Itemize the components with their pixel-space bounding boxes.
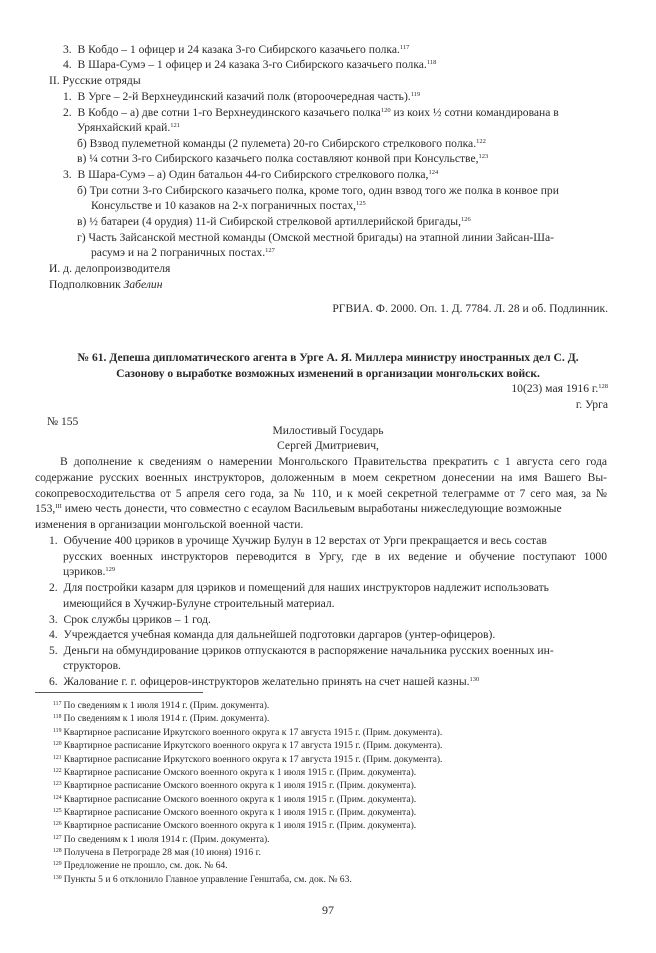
footnote-ref: 121 — [170, 122, 181, 129]
footnote-text: Предложение не прошло, см. док. № 64. — [63, 860, 228, 871]
paragraph-line: сокопревосходительства от 5 апреля сего года, за № 110, и к моей секретной телеграмме от 7 сего мая, за № — [35, 487, 607, 500]
footnote — [53, 766, 416, 779]
footnote-number: 123 — [53, 781, 62, 787]
paragraph-text: имею честь донести, что совместно с есаулом Васильевым выработаны нижеследующие возможные — [61, 502, 562, 515]
item-number: 6. — [49, 675, 58, 688]
footnote — [53, 726, 442, 739]
item-text: б) Три сотни 3-го Сибирского казачьего полка, кроме того, один взвод того же полка в конвое при — [77, 184, 559, 197]
item-text: б) Взвод пулеметной команды (2 пулемета) 20-го Сибирского стрелкового полка. — [77, 137, 477, 150]
signature-rank: Подполковник — [49, 278, 124, 291]
paragraph-line: содержание русских военных инструкторов, доложенным в моем секретном донесении на имя Вашего Вы- — [35, 471, 607, 484]
footnote-ref: 125 — [356, 200, 366, 207]
signature — [49, 277, 162, 292]
paragraph-line: изменения в организации монгольской военной части. — [35, 518, 304, 531]
item-text: В Кобдо – 1 офицер и 24 казака 3-го Сибирского казачьего полка. — [77, 43, 400, 56]
footnote-text: Квартирное расписание Иркутского военного округа к 17 августа 1915 г. (Прим. документа). — [63, 740, 443, 751]
footnote — [53, 833, 270, 846]
list-item-continuation — [77, 120, 180, 135]
footnote-number: 120 — [53, 741, 62, 747]
sub-item-continuation — [91, 245, 275, 260]
footnote — [53, 873, 352, 886]
sub-item — [77, 151, 488, 166]
footnote-ref: 120 — [380, 107, 391, 114]
footnote-text: По сведениям к 1 июля 1914 г. (Прим. документа). — [63, 713, 270, 724]
footnote-text: Квартирное расписание Омского военного округа к 1 июля 1915 г. (Прим. документа). — [63, 807, 417, 818]
item-text: В Шара-Сумэ – а) Один батальон 44-го Сибирского стрелкового полка, — [77, 168, 429, 181]
item-text: Учреждается учебная команда для дальнейшей подготовки даргаров (унтер-офицеров). — [63, 628, 496, 641]
footnote-number: 128 — [53, 848, 62, 854]
footnote-number: 118 — [53, 714, 62, 720]
list-item — [63, 57, 436, 72]
archive-reference: РГВИА. Ф. 2000. Оп. 1. Д. 7784. Л. 28 и об. Подлинник. — [332, 302, 608, 315]
sub-item — [77, 214, 471, 229]
paragraph-text: 153, — [35, 502, 56, 515]
footnote-ref: 127 — [265, 247, 275, 254]
footnote — [53, 793, 416, 806]
document-title-line-1: № 61. Депеша дипломатического агента в Урге А. Я. Миллера министру иностранных дел С. Д. — [77, 351, 579, 364]
list-item-continuation: структоров. — [63, 659, 121, 672]
item-text: Консульстве и 10 казаков на 2-х пограничных постах, — [91, 199, 357, 212]
item-text: расумэ и на 2 пограничных постах. — [91, 246, 266, 259]
item-number: 4. — [63, 58, 72, 71]
item-number: 1. — [63, 90, 72, 103]
list-item — [63, 105, 559, 120]
salutation-line-1: Милостивый Государь — [272, 424, 384, 437]
item-text: В Шара-Сумэ – 1 офицер и 24 казака 3-го Сибирского казачьего полка. — [77, 58, 427, 71]
document-date — [300, 381, 608, 396]
list-item — [49, 580, 549, 595]
list-item — [49, 533, 547, 548]
footnote-ref: 124 — [428, 169, 439, 176]
list-item-continuation: русских военных инструкторов переводится в Ургу, где в их ведение и обучение поступают 1000 — [63, 550, 607, 563]
footnote-text: Пункты 5 и 6 отклонило Главное управление Генштаба, см. док. № 63. — [63, 874, 352, 885]
item-text: Срок службы цэриков – 1 год. — [63, 613, 211, 626]
footnote-number: 124 — [53, 795, 62, 801]
paragraph-line: В дополнение к сведениям о намерении Монгольского Правительства прекратить с 1 августа сего года — [60, 455, 607, 468]
footnote-text: По сведениям к 1 июля 1914 г. (Прим. документа). — [63, 834, 270, 845]
page-number: 97 — [322, 903, 334, 917]
item-text: Обучение 400 цэриков в урочище Хучжир Булун в 12 верстах от Урги прекращается и весь состав — [63, 534, 547, 547]
footnote-text: Квартирное расписание Иркутского военного округа к 17 августа 1915 г. (Прим. документа). — [63, 727, 443, 738]
paragraph-line — [35, 501, 607, 516]
list-item — [49, 612, 211, 627]
footnote-ref: 123 — [478, 153, 489, 160]
footnote-ref: 130 — [469, 676, 480, 683]
footnote-text: Получена в Петрограде 28 мая (10 июня) 1916 г. — [63, 847, 261, 858]
sub-item-continuation — [91, 198, 366, 213]
signature-role: И. д. делопроизводителя — [49, 262, 171, 275]
item-text: В Урге – 2-й Верхнеудинский казачий полк (второочередная часть). — [77, 90, 411, 103]
footnote — [53, 753, 442, 766]
footnote-ref: 118 — [426, 59, 437, 66]
list-item-continuation — [63, 564, 115, 579]
footnote — [53, 806, 416, 819]
footnote-ref: 129 — [105, 566, 116, 573]
section-heading: II. Русские отряды — [49, 74, 141, 87]
footnote-number: 119 — [53, 728, 62, 734]
footnote-number: 130 — [53, 875, 62, 881]
footnote — [53, 846, 261, 859]
footnote-number: 121 — [53, 755, 62, 761]
footnote-text: Квартирное расписание Иркутского военного округа к 17 августа 1915 г. (Прим. документа). — [63, 754, 443, 765]
footnote-number: 125 — [53, 808, 62, 814]
footnote — [53, 859, 228, 872]
footnote-ref: 126 — [460, 216, 471, 223]
list-item — [49, 627, 495, 642]
item-number: 2. — [63, 106, 72, 119]
item-number: 5. — [49, 644, 58, 657]
footnote-number: 127 — [53, 835, 62, 841]
item-number: 3. — [63, 43, 72, 56]
document-place: г. Урга — [575, 398, 608, 411]
list-item-continuation: имеющийся в Хучжир-Булуне строительный материал. — [63, 597, 335, 610]
footnote-ref: 117 — [399, 44, 410, 51]
item-text: г) Часть Зайсанской местной команды (Омской местной бригады) на этапной линии Зайсан-Ша- — [77, 231, 554, 244]
item-text: В Кобдо – а) две сотни 1-го Верхнеудинского казачьего полка — [77, 106, 381, 119]
document-title-line-2: Сазонову о выработке возможных изменений в организации монгольских войск. — [116, 367, 540, 380]
date-text: 10(23) мая 1916 г. — [511, 382, 599, 395]
item-number: 3. — [49, 613, 58, 626]
footnote-ref: III — [55, 503, 62, 510]
footnote — [53, 699, 269, 712]
item-text: из коих ½ сотни командирована в — [390, 106, 559, 119]
footnote-text: По сведениям к 1 июля 1914 г. (Прим. документа). — [63, 700, 270, 711]
item-text: Для постройки казарм для цэриков и помещений для наших инструкторов надлежит использовать — [63, 581, 549, 594]
list-item — [49, 643, 554, 658]
footnote-text: Квартирное расписание Омского военного округа к 1 июля 1915 г. (Прим. документа). — [63, 820, 417, 831]
footnote — [53, 819, 416, 832]
footnote-divider — [35, 692, 203, 693]
item-number: 1. — [49, 534, 58, 547]
footnote — [53, 712, 269, 725]
item-number: 3. — [63, 168, 72, 181]
footnote-number: 117 — [53, 701, 62, 707]
footnote-text: Квартирное расписание Омского военного округа к 1 июля 1915 г. (Прим. документа). — [63, 767, 417, 778]
footnote-number: 122 — [53, 768, 62, 774]
item-text: цэриков. — [63, 565, 106, 578]
footnote — [53, 779, 416, 792]
sub-item — [77, 230, 554, 245]
list-item — [49, 674, 479, 689]
item-number: 4. — [49, 628, 58, 641]
document-number: № 155 — [47, 415, 79, 428]
footnote-ref: 119 — [410, 91, 421, 98]
list-item — [63, 89, 420, 104]
footnote-number: 129 — [53, 861, 62, 867]
sub-item — [77, 136, 486, 151]
footnote-text: Квартирное расписание Омского военного округа к 1 июля 1915 г. (Прим. документа). — [63, 794, 417, 805]
item-text: Деньги на обмундирование цэриков отпускаются в распоряжение начальника русских военных ин- — [63, 644, 554, 657]
footnote — [53, 739, 442, 752]
list-item — [63, 167, 438, 182]
item-text: в) ½ батареи (4 орудия) 11-й Сибирской стрелковой артиллерийской бригады, — [77, 215, 461, 228]
list-item — [63, 42, 409, 57]
footnote-ref: 122 — [476, 138, 486, 145]
item-number: 2. — [49, 581, 58, 594]
footnote-ref: 128 — [598, 383, 608, 390]
item-text: Урянхайский край. — [77, 121, 171, 134]
signature-name: Забелин — [123, 278, 163, 291]
item-text: Жалование г. г. офицеров-инструкторов желательно принять на счет нашей казны. — [63, 675, 470, 688]
item-text: в) ¼ сотни 3-го Сибирского казачьего полка составляют конвой при Консульстве, — [77, 152, 479, 165]
salutation-line-2: Сергей Дмитриевич, — [277, 439, 379, 452]
footnote-number: 126 — [53, 821, 62, 827]
footnote-text: Квартирное расписание Омского военного округа к 1 июля 1915 г. (Прим. документа). — [63, 780, 417, 791]
sub-item — [77, 183, 559, 198]
